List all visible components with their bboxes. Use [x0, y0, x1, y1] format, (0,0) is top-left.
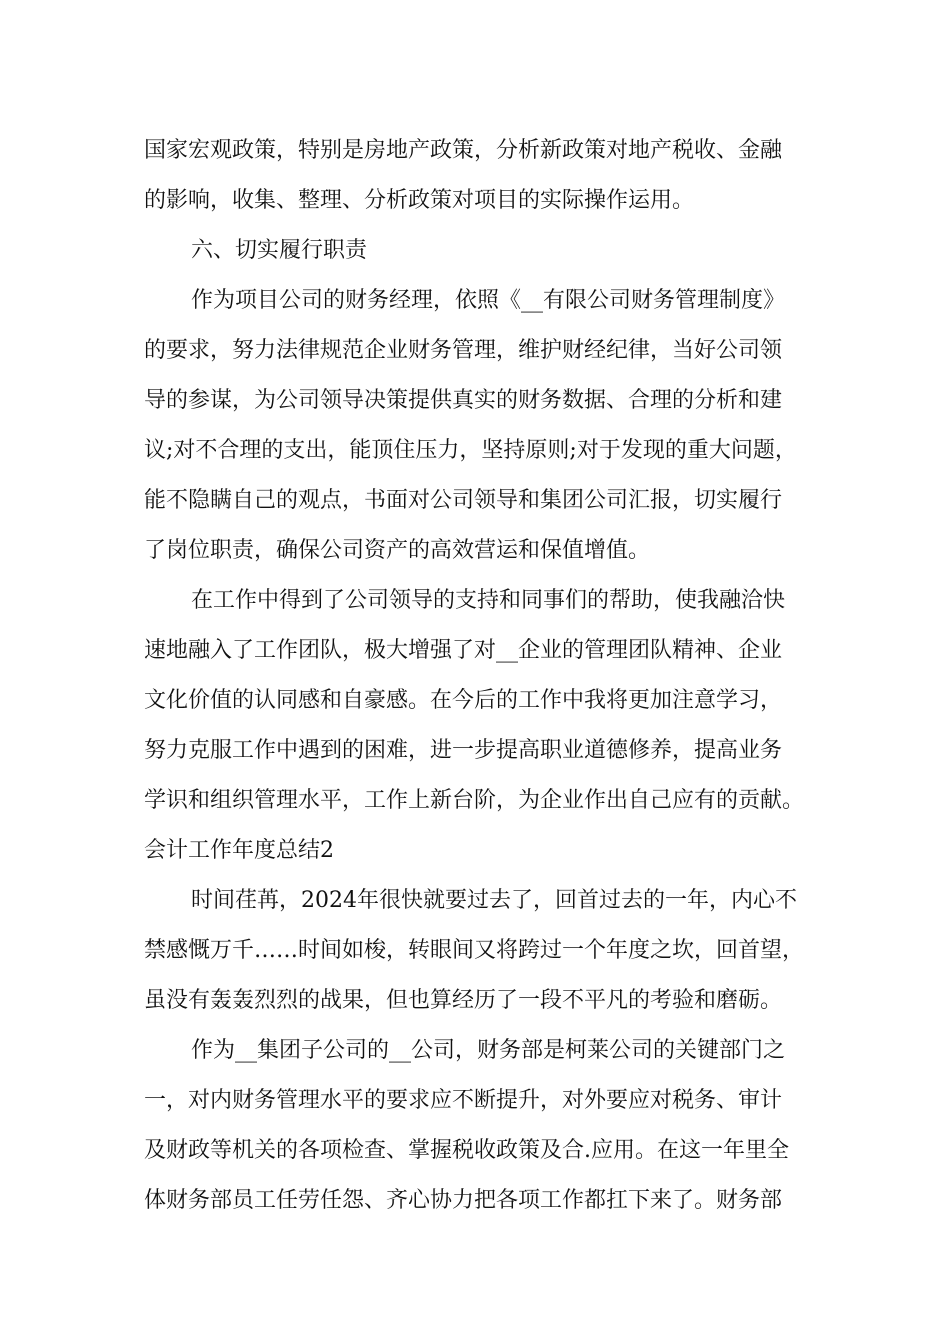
text-line: 虽没有轰轰烈烈的战果，但也算经历了一段不平凡的考验和磨砺。 [144, 988, 783, 1013]
text-line: 作为项目公司的财务经理，依照《__有限公司财务管理制度》 [191, 288, 786, 313]
text-line: 文化价值的认同感和自豪感。在今后的工作中我将更加注意学习， [144, 688, 783, 713]
section-heading: 六、切实履行职责 [191, 238, 368, 263]
text-line: 禁感慨万千……时间如梭，转眼间又将跨过一个年度之坎，回首望， [144, 938, 805, 963]
text-line: 的影响，收集、整理、分析政策对项目的实际操作运用。 [144, 188, 695, 213]
text-line: 在工作中得到了公司领导的支持和同事们的帮助，使我融洽快 [191, 588, 786, 613]
text-line: 速地融入了工作团队，极大增强了对__企业的管理团队精神、企业 [144, 638, 783, 663]
text-line: 学识和组织管理水平，工作上新台阶，为企业作出自己应有的贡献。 [144, 788, 805, 813]
text-line: 国家宏观政策，特别是房地产政策，分析新政策对地产税收、金融 [144, 138, 783, 163]
text-line: 议;对不合理的支出，能顶住压力，坚持原则;对于发现的重大问题， [144, 438, 797, 463]
text-line: 导的参谋，为公司领导决策提供真实的财务数据、合理的分析和建 [144, 388, 783, 413]
text-line: 努力克服工作中遇到的困难，进一步提高职业道德修养，提高业务 [144, 738, 783, 763]
text-line: 一，对内财务管理水平的要求应不断提升，对外要应对税务、审计 [144, 1088, 783, 1113]
document-body [144, 126, 824, 1226]
text-line: 了岗位职责，确保公司资产的高效营运和保值增值。 [144, 538, 651, 563]
document-subtitle: 会计工作年度总结2 [144, 838, 334, 863]
text-line: 时间荏苒，2024年很快就要过去了，回首过去的一年，内心不 [191, 888, 797, 913]
text-line: 及财政等机关的各项检查、掌握税收政策及合.应用。在这一年里全 [144, 1138, 789, 1163]
text-line: 能不隐瞒自己的观点，书面对公司领导和集团公司汇报，切实履行 [144, 488, 783, 513]
text-line: 体财务部员工任劳任怨、齐心协力把各项工作都扛下来了。财务部 [144, 1188, 783, 1213]
text-line: 作为__集团子公司的__公司，财务部是柯莱公司的关键部门之 [191, 1038, 786, 1063]
text-line: 的要求，努力法律规范企业财务管理，维护财经纪律，当好公司领 [144, 338, 783, 363]
